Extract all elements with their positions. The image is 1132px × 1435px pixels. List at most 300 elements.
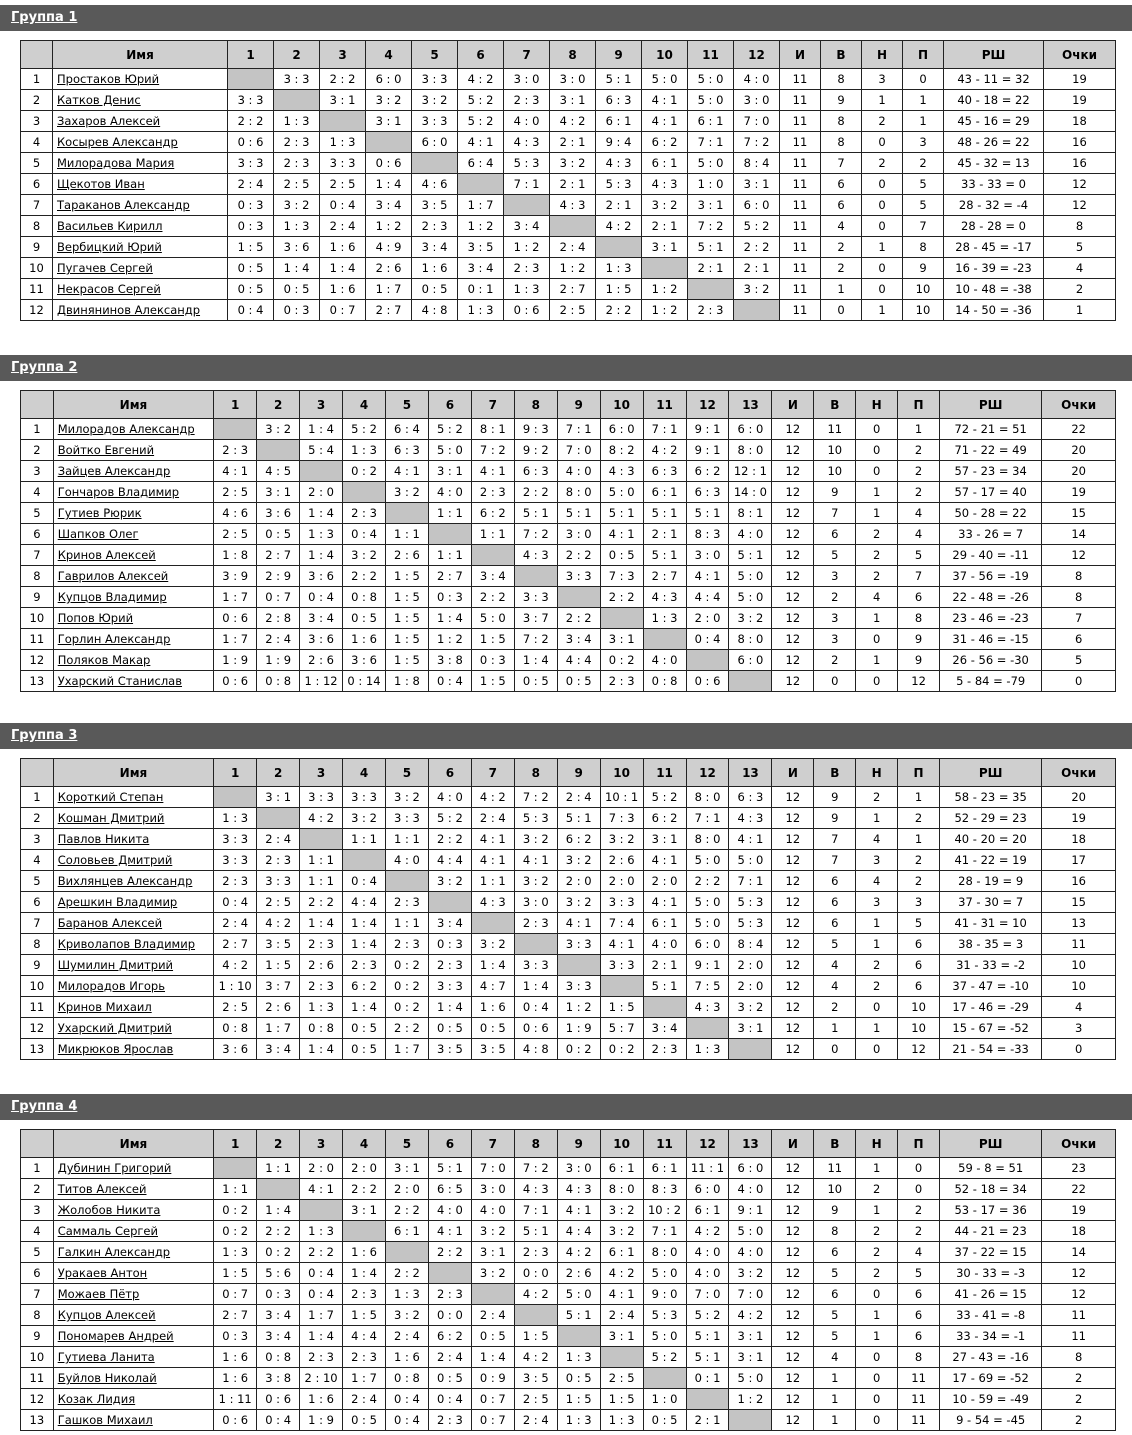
table-row: [21, 1018, 1116, 1039]
player-name-cell: [53, 587, 214, 608]
player-name-link[interactable]: Дубинин Григорий: [57, 1161, 172, 1175]
score-cell: 0 : 2: [557, 1039, 600, 1060]
score-cell: 3 : 4: [257, 1305, 300, 1326]
score-cell: 0 : 4: [228, 300, 274, 321]
losses-cell: 8: [898, 1347, 940, 1368]
player-name-link[interactable]: Уракаев Антон: [57, 1266, 148, 1280]
games-cell: 12: [772, 934, 814, 955]
score-cell: 3 : 2: [600, 829, 643, 850]
score-cell: 2 : 3: [343, 1347, 386, 1368]
games-cell: 12: [772, 419, 814, 440]
score-cell: 6 : 4: [385, 419, 428, 440]
col-header-name: Имя: [53, 1130, 214, 1158]
score-cell: 6 : 2: [686, 461, 729, 482]
score-cell: 3 : 1: [320, 90, 366, 111]
col-header-games: И: [772, 1130, 814, 1158]
points-cell: 18: [1042, 829, 1116, 850]
wins-cell: 7: [821, 153, 862, 174]
col-header-opponent: 3: [300, 391, 343, 419]
self-match-cell: [274, 90, 320, 111]
score-cell: 4 : 3: [643, 587, 686, 608]
score-cell: 3 : 4: [257, 1039, 300, 1060]
player-name-link[interactable]: Милорадова Мария: [57, 156, 175, 170]
score-cell: 7 : 1: [688, 132, 734, 153]
score-cell: 7 : 1: [557, 419, 600, 440]
score-cell: 2 : 4: [428, 1347, 471, 1368]
points-cell: 19: [1042, 1200, 1116, 1221]
score-cell: 2 : 1: [734, 258, 780, 279]
player-name-link[interactable]: Павлов Никита: [57, 832, 150, 846]
games-cell: 12: [772, 1200, 814, 1221]
col-header-opponent: 8: [514, 759, 557, 787]
player-name-cell: [53, 153, 228, 174]
col-header-opponent: 7: [471, 759, 514, 787]
table-row: [21, 482, 1116, 503]
player-name-link[interactable]: Гашков Михаил: [57, 1413, 153, 1427]
table-row: [21, 787, 1116, 808]
score-cell: 4 : 1: [642, 111, 688, 132]
player-name-link[interactable]: Галкин Александр: [57, 1245, 171, 1259]
score-cell: 1 : 10: [214, 976, 257, 997]
score-cell: 1 : 3: [557, 1347, 600, 1368]
group-title-link[interactable]: Группа 2: [11, 360, 78, 375]
score-cell: 3 : 1: [600, 629, 643, 650]
draws-cell: 0: [856, 440, 898, 461]
score-cell: 5 : 1: [557, 1305, 600, 1326]
score-cell: 1 : 3: [504, 279, 550, 300]
row-index: 2: [21, 440, 54, 461]
self-match-cell: [729, 671, 772, 692]
score-cell: 2 : 4: [557, 787, 600, 808]
score-cell: 0 : 5: [228, 279, 274, 300]
wins-cell: 2: [821, 237, 862, 258]
score-cell: 3 : 3: [300, 787, 343, 808]
losses-cell: 1: [898, 829, 940, 850]
score-cell: 4 : 2: [514, 1284, 557, 1305]
table-row: [21, 650, 1116, 671]
score-cell: 2 : 1: [596, 195, 642, 216]
player-name-link[interactable]: Соловьев Дмитрий: [57, 853, 173, 867]
games-cell: 12: [772, 1284, 814, 1305]
losses-cell: 4: [898, 1242, 940, 1263]
score-cell: 0 : 5: [600, 545, 643, 566]
table-row: [21, 1039, 1116, 1060]
score-cell: 3 : 2: [729, 1263, 772, 1284]
group-title-link[interactable]: Группа 3: [11, 728, 78, 743]
player-name-link[interactable]: Косырев Александр: [57, 135, 178, 149]
player-name-link[interactable]: Попов Юрий: [57, 611, 134, 625]
score-cell: 2 : 5: [514, 1389, 557, 1410]
score-cell: 1 : 5: [385, 650, 428, 671]
player-name-link[interactable]: Криволапов Владимир: [57, 937, 196, 951]
games-cell: 12: [772, 808, 814, 829]
draws-cell: 1: [856, 1018, 898, 1039]
col-header-index: [21, 1130, 54, 1158]
player-name-link[interactable]: Гончаров Владимир: [57, 485, 180, 499]
row-index: 7: [21, 545, 54, 566]
losses-cell: 1: [898, 419, 940, 440]
table-row: [21, 1305, 1116, 1326]
score-cell: 7 : 0: [734, 111, 780, 132]
score-cell: 5 : 2: [458, 90, 504, 111]
score-cell: 4 : 2: [257, 913, 300, 934]
self-match-cell: [600, 976, 643, 997]
score-cell: 3 : 3: [428, 976, 471, 997]
score-cell: 4 : 2: [550, 111, 596, 132]
player-name-cell: [53, 216, 228, 237]
player-name-link[interactable]: Тараканов Александр: [57, 198, 190, 212]
score-cell: 2 : 2: [734, 237, 780, 258]
score-cell: 8 : 0: [557, 482, 600, 503]
player-name-link[interactable]: Ухарский Дмитрий: [57, 1021, 172, 1035]
score-cell: 5 : 0: [686, 913, 729, 934]
score-cell: 6 : 1: [643, 1158, 686, 1179]
draws-cell: 0: [862, 132, 903, 153]
score-cell: 1 : 4: [300, 545, 343, 566]
player-name-link[interactable]: Буйлов Николай: [57, 1371, 157, 1385]
table-row: [21, 1200, 1116, 1221]
player-name-link[interactable]: Баранов Алексей: [57, 916, 163, 930]
score-cell: 1 : 7: [366, 279, 412, 300]
losses-cell: 2: [898, 808, 940, 829]
player-name-link[interactable]: Можаев Пётр: [57, 1287, 140, 1301]
player-name-link[interactable]: Пономарев Андрей: [57, 1329, 174, 1343]
col-header-name: Имя: [53, 391, 214, 419]
self-match-cell: [471, 1284, 514, 1305]
score-cell: 2 : 7: [643, 566, 686, 587]
points-cell: 8: [1042, 587, 1116, 608]
games-cell: 12: [772, 650, 814, 671]
standings-table: [20, 390, 1116, 692]
self-match-cell: [385, 503, 428, 524]
player-name-link[interactable]: Васильев Кирилл: [57, 219, 163, 233]
player-name-link[interactable]: Титов Алексей: [57, 1182, 147, 1196]
points-cell: 19: [1042, 808, 1116, 829]
score-cell: 4 : 1: [643, 850, 686, 871]
score-cell: 3 : 6: [300, 566, 343, 587]
wins-cell: 1: [814, 1410, 856, 1431]
score-cell: 2 : 2: [228, 111, 274, 132]
player-name-link[interactable]: Ухарский Станислав: [57, 674, 183, 688]
score-cell: 1 : 7: [214, 629, 257, 650]
score-cell: 2 : 4: [214, 913, 257, 934]
games-cell: 11: [780, 237, 821, 258]
score-cell: 2 : 4: [320, 216, 366, 237]
player-name-link[interactable]: Козак Лидия: [57, 1392, 136, 1406]
score-cell: 3 : 1: [688, 195, 734, 216]
score-cell: 6 : 0: [686, 1179, 729, 1200]
score-cell: 0 : 5: [643, 1410, 686, 1431]
points-cell: 14: [1042, 1242, 1116, 1263]
score-cell: 2 : 3: [514, 913, 557, 934]
draws-cell: 0: [856, 671, 898, 692]
score-cell: 4 : 0: [643, 934, 686, 955]
row-index: 2: [21, 1179, 54, 1200]
group-title-link[interactable]: Группа 1: [11, 10, 78, 25]
player-name-link[interactable]: Некрасов Сергей: [57, 282, 161, 296]
player-name-link[interactable]: Купцов Владимир: [57, 590, 167, 604]
row-index: 1: [21, 69, 53, 90]
score-cell: 3 : 5: [514, 1368, 557, 1389]
score-cell: 5 : 2: [343, 419, 386, 440]
player-name-link[interactable]: Горлин Александр: [57, 632, 171, 646]
score-cell: 0 : 3: [428, 587, 471, 608]
score-cell: 4 : 2: [458, 69, 504, 90]
col-header-opponent: 3: [300, 759, 343, 787]
player-name-link[interactable]: Кринов Михаил: [57, 1000, 152, 1014]
goal-difference-cell: 33 - 33 = 0: [944, 174, 1044, 195]
player-name-link[interactable]: Короткий Степан: [57, 790, 164, 804]
score-cell: 6 : 2: [642, 132, 688, 153]
player-name-link[interactable]: Микрюков Ярослав: [57, 1042, 174, 1056]
score-cell: 0 : 1: [686, 1368, 729, 1389]
table-row: [21, 1179, 1116, 1200]
col-header-losses: П: [898, 391, 940, 419]
player-name-link[interactable]: Купцов Алексей: [57, 1308, 156, 1322]
player-name-cell: [53, 671, 214, 692]
col-header-name: Имя: [53, 41, 228, 69]
col-header-opponent: 3: [300, 1130, 343, 1158]
score-cell: 4 : 1: [557, 1200, 600, 1221]
score-cell: 1 : 6: [343, 1242, 386, 1263]
score-cell: 4 : 3: [686, 997, 729, 1018]
row-index: 1: [21, 419, 54, 440]
points-cell: 1: [1044, 300, 1116, 321]
player-name-link[interactable]: Войтко Евгений: [57, 443, 155, 457]
table-row: [21, 1242, 1116, 1263]
score-cell: 2 : 6: [366, 258, 412, 279]
goal-difference-cell: 33 - 34 = -1: [940, 1326, 1042, 1347]
score-cell: 3 : 3: [214, 829, 257, 850]
score-cell: 3 : 4: [643, 1018, 686, 1039]
score-cell: 8 : 0: [600, 1179, 643, 1200]
table-row: [21, 1368, 1116, 1389]
score-cell: 3 : 0: [471, 1179, 514, 1200]
player-name-link[interactable]: Жолобов Никита: [57, 1203, 161, 1217]
points-cell: 4: [1044, 258, 1116, 279]
wins-cell: 2: [814, 997, 856, 1018]
score-cell: 3 : 7: [257, 976, 300, 997]
points-cell: 20: [1042, 440, 1116, 461]
score-cell: 3 : 4: [366, 195, 412, 216]
col-header-opponent: 12: [686, 1130, 729, 1158]
player-name-cell: [53, 237, 228, 258]
games-cell: 11: [780, 300, 821, 321]
draws-cell: 1: [862, 237, 903, 258]
player-name-link[interactable]: Вербицкий Юрий: [57, 240, 162, 254]
score-cell: 4 : 4: [686, 587, 729, 608]
score-cell: 6 : 1: [643, 482, 686, 503]
player-name-link[interactable]: Катков Денис: [57, 93, 141, 107]
player-name-cell: [53, 934, 214, 955]
score-cell: 1 : 4: [300, 913, 343, 934]
losses-cell: 6: [898, 976, 940, 997]
goal-difference-cell: 59 - 8 = 51: [940, 1158, 1042, 1179]
score-cell: 2 : 5: [214, 524, 257, 545]
player-name-link[interactable]: Саммаль Сергей: [57, 1224, 158, 1238]
wins-cell: 0: [821, 300, 862, 321]
score-cell: 4 : 1: [471, 850, 514, 871]
score-cell: 0 : 7: [214, 1284, 257, 1305]
score-cell: 1 : 6: [412, 258, 458, 279]
points-cell: 0: [1042, 1039, 1116, 1060]
score-cell: 0 : 5: [343, 1410, 386, 1431]
player-name-link[interactable]: Гаврилов Алексей: [57, 569, 169, 583]
score-cell: 1 : 9: [557, 1018, 600, 1039]
score-cell: 2 : 2: [428, 1242, 471, 1263]
points-cell: 2: [1044, 279, 1116, 300]
score-cell: 3 : 1: [366, 111, 412, 132]
score-cell: 3 : 3: [214, 850, 257, 871]
player-name-link[interactable]: Кошман Дмитрий: [57, 811, 165, 825]
score-cell: 2 : 5: [600, 1368, 643, 1389]
player-name-cell: [53, 1018, 214, 1039]
player-name-link[interactable]: Поляков Макар: [57, 653, 151, 667]
score-cell: 3 : 2: [550, 153, 596, 174]
points-cell: 4: [1042, 997, 1116, 1018]
points-cell: 2: [1042, 1368, 1116, 1389]
score-cell: 7 : 3: [600, 808, 643, 829]
score-cell: 8 : 4: [729, 934, 772, 955]
score-cell: 1 : 3: [686, 1039, 729, 1060]
score-cell: 5 : 3: [729, 913, 772, 934]
goal-difference-cell: 21 - 54 = -33: [940, 1039, 1042, 1060]
player-name-link[interactable]: Гутиева Ланита: [57, 1350, 155, 1364]
wins-cell: 7: [814, 829, 856, 850]
player-name-link[interactable]: Гутиев Рюрик: [57, 506, 142, 520]
score-cell: 6 : 0: [729, 650, 772, 671]
points-cell: 22: [1042, 419, 1116, 440]
player-name-link[interactable]: Шумилин Дмитрий: [57, 958, 174, 972]
table-row: [21, 808, 1116, 829]
score-cell: 0 : 4: [320, 195, 366, 216]
self-match-cell: [642, 258, 688, 279]
header-row: [21, 759, 1116, 787]
col-header-games: И: [772, 759, 814, 787]
score-cell: 8 : 3: [686, 524, 729, 545]
games-cell: 11: [780, 90, 821, 111]
score-cell: 1 : 1: [257, 1158, 300, 1179]
score-cell: 4 : 1: [643, 892, 686, 913]
score-cell: 1 : 4: [428, 997, 471, 1018]
group-section-1: [0, 5, 1132, 317]
score-cell: 5 : 0: [688, 90, 734, 111]
score-cell: 8 : 4: [734, 153, 780, 174]
score-cell: 1 : 1: [214, 1179, 257, 1200]
score-cell: 0 : 8: [385, 1368, 428, 1389]
points-cell: 22: [1042, 1179, 1116, 1200]
col-header-points: Очки: [1044, 41, 1116, 69]
player-name-link[interactable]: Милорадов Александр: [57, 422, 195, 436]
player-name-link[interactable]: Кринов Алексей: [57, 548, 156, 562]
score-cell: 5 : 1: [557, 503, 600, 524]
score-cell: 0 : 6: [257, 1389, 300, 1410]
score-cell: 2 : 3: [257, 850, 300, 871]
points-cell: 12: [1042, 545, 1116, 566]
score-cell: 0 : 6: [514, 1018, 557, 1039]
games-cell: 11: [780, 69, 821, 90]
score-cell: 2 : 0: [300, 1158, 343, 1179]
points-cell: 0: [1042, 671, 1116, 692]
player-name-link[interactable]: Вихлянцев Александр: [57, 874, 193, 888]
col-header-opponent: 9: [557, 391, 600, 419]
score-cell: 0 : 5: [557, 1368, 600, 1389]
goal-difference-cell: 26 - 56 = -30: [940, 650, 1042, 671]
standings-table: [20, 1129, 1116, 1431]
player-name-link[interactable]: Зайцев Александр: [57, 464, 171, 478]
player-name-cell: [53, 1347, 214, 1368]
col-header-opponent: 5: [412, 41, 458, 69]
goal-difference-cell: 57 - 23 = 34: [940, 461, 1042, 482]
score-cell: 9 : 1: [686, 440, 729, 461]
score-cell: 2 : 8: [257, 608, 300, 629]
wins-cell: 5: [814, 1263, 856, 1284]
losses-cell: 7: [898, 566, 940, 587]
losses-cell: 2: [898, 461, 940, 482]
games-cell: 12: [772, 524, 814, 545]
goal-difference-cell: 5 - 84 = -79: [940, 671, 1042, 692]
draws-cell: 3: [856, 892, 898, 913]
player-name-link[interactable]: Захаров Алексей: [57, 114, 161, 128]
goal-difference-cell: 37 - 47 = -10: [940, 976, 1042, 997]
goal-difference-cell: 28 - 28 = 0: [944, 216, 1044, 237]
games-cell: 12: [772, 1039, 814, 1060]
table-row: [21, 1326, 1116, 1347]
wins-cell: 3: [814, 566, 856, 587]
player-name-link[interactable]: Щекотов Иван: [57, 177, 145, 191]
score-cell: 0 : 5: [471, 1018, 514, 1039]
group-title-link[interactable]: Группа 4: [11, 1099, 78, 1114]
games-cell: 12: [772, 976, 814, 997]
losses-cell: 11: [898, 1368, 940, 1389]
score-cell: 1 : 2: [504, 237, 550, 258]
player-name-cell: [53, 955, 214, 976]
wins-cell: 7: [814, 850, 856, 871]
col-header-index: [21, 41, 53, 69]
score-cell: 3 : 2: [428, 871, 471, 892]
player-name-link[interactable]: Шапков Олег: [57, 527, 139, 541]
row-index: 7: [21, 913, 54, 934]
score-cell: 2 : 1: [686, 1410, 729, 1431]
score-cell: 0 : 5: [471, 1326, 514, 1347]
table-row: [21, 997, 1116, 1018]
player-name-link[interactable]: Милорадов Игорь: [57, 979, 166, 993]
score-cell: 7 : 0: [557, 440, 600, 461]
losses-cell: 6: [898, 1284, 940, 1305]
score-cell: 5 : 1: [686, 503, 729, 524]
score-cell: 0 : 5: [228, 258, 274, 279]
games-cell: 12: [772, 1326, 814, 1347]
draws-cell: 0: [856, 629, 898, 650]
losses-cell: 1: [903, 90, 944, 111]
player-name-link[interactable]: Арешкин Владимир: [57, 895, 178, 909]
score-cell: 3 : 3: [600, 955, 643, 976]
player-name-link[interactable]: Двинянинов Александр: [57, 303, 201, 317]
col-header-losses: П: [903, 41, 944, 69]
score-cell: 1 : 3: [643, 608, 686, 629]
games-cell: 12: [772, 955, 814, 976]
score-cell: 9 : 1: [686, 955, 729, 976]
table-row: [21, 892, 1116, 913]
goal-difference-cell: 16 - 39 = -23: [944, 258, 1044, 279]
col-header-opponent: 4: [343, 1130, 386, 1158]
group-header: [0, 1094, 1132, 1120]
col-header-opponent: 1: [228, 41, 274, 69]
row-index: 6: [21, 174, 53, 195]
score-cell: 3 : 0: [557, 524, 600, 545]
player-name-link[interactable]: Пугачев Сергей: [57, 261, 153, 275]
player-name-link[interactable]: Простаков Юрий: [57, 72, 160, 86]
